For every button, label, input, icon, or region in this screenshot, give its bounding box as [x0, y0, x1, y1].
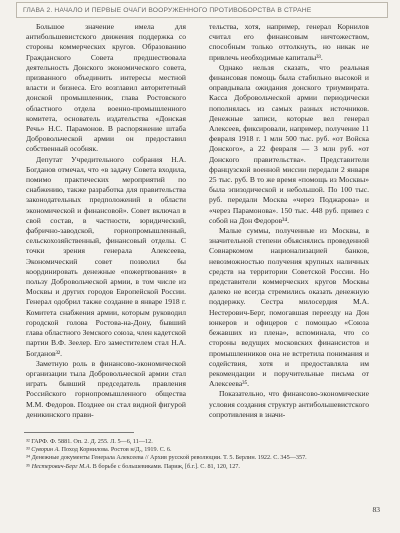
footnote-divider	[24, 432, 134, 433]
footnotes	[26, 438, 371, 471]
footnote-text: Денежные документы Генерала Алексеева // Архив русской революции. Т. 5. Берлин. 1922. С. 345—357.	[31, 454, 307, 462]
paragraph-continued: тельства, хотя, например, генерал Корнилов считал его финансовым ничтожеством, способным только оттолкнуть, но никак не привлечь необходимые капиталы³³.	[209, 22, 369, 62]
paragraph: Показательно, что финансово-экономические условия создания структур антибольшевистского сопротивления в значи-	[209, 389, 369, 419]
footnote	[26, 463, 371, 471]
footnote-author: Нестерович-Берг М.А.	[31, 462, 92, 470]
footnote	[26, 446, 371, 454]
footnote-text: ГАРФ. Ф. 5881. Оп. 2. Д. 255. Л. 5—6, 11—12.	[31, 438, 153, 445]
paragraph: Однако нельзя сказать, что реальная финансовая помощь была стабильно высокой и оправдывала ожидания донского триумвирата. Касса Добровольческой армии периодически пополнялась из самых разных источников. Денежные записи, которые вел генерал Алексеев, фиксировали, например, получение 11 февраля 1918 г. 1 млн 500 тыс. руб. «от Войска Донского», а 22 февраля — 3 млн руб. «от Донского правительства». Представители французской военной миссии передали 2 января 25 тыс. руб. В то же время «помощь из Москвы» была эпизодической и небольшой. По 100 тыс. руб. передали Москва «через Поджарова» и «через Парамонова». 150 тыс. 448 руб. привез с собой на Дон Федоров³⁴.	[209, 62, 369, 225]
running-header	[16, 2, 388, 18]
paragraph: Депутат Учредительного собрания Н.А. Богданов отмечал, что «в задачу Совета входила, помимо практических мероприятий по снабжению, также разработка для правительства законодательных предположений в области экономической и финансовой». Совет включал в свой состав, в частности, юридический, фабрично-заводской, горнопромышленный, сельскохозяйственный, финансовый отделы. С точки зрения генерала Алексеева, Экономический совет позволил бы координировать денежные «пожертвования» в пользу Добровольческой армии, в том числе из Москвы и других городов Европейской России. Генерал одобрил также создание в январе 1918 г. Комитета снабжения армии, которым руководил городской голова Ростова-на-Дону, бывший глава областного Земского союза, член кадетской партии В.Ф. Зеелер. Его заместителем стал Н.А. Богданов³².	[26, 154, 186, 358]
paragraph: Малые суммы, полученные из Москвы, в значительной степени объяснялись проведенной Совнаркомом национализацией банков, невозможностью получения крупных наличных средств на территории Советской России. Но представители коммерческих кругов Москвы далеко не всегда стремились оказать денежную поддержку. Сестра милосердия М.А. Нестерович-Берг, помогавшая переезду на Дон юнкеров и офицеров с помощью «Союза бежавших из плена», вспоминала, что со стороны ведущих московских финансистов и промышленников она не встретила понимания и содействия, хотя и предоставляла им рекомендации и поручительные письма от Алексеева³⁵.	[209, 226, 369, 389]
footnote-number: ³³	[26, 446, 30, 454]
footnote-number: ³⁴	[26, 454, 31, 462]
footnote-number: ³⁵	[26, 462, 31, 470]
text-column-left	[26, 22, 186, 419]
footnote-author: Суворин А.	[31, 446, 60, 454]
running-title: ГЛАВА 2. НАЧАЛО И ПЕРВЫЕ ОЧАГИ ВООРУЖЕННОГО ПРОТИВОБОРСТВА В СТРАНЕ	[23, 6, 312, 14]
paragraph: Большое значение имела для антибольшевистского движения поддержка со стороны коммерческих кругов. Образованию Гражданского Совета предшествовала деятельность Донского экономического совета, призванного объединить интересы местной власти и бизнеса. Его возглавил авторитетный донской промышленник, глава Ростовского областного отдела военно-промышленного комитета, основатель издательства «Донская Речь» Н.С. Парамонов. В распоряжение штаба Добровольческой армии он предоставил собственный особняк.	[26, 22, 186, 154]
text-column-right	[209, 22, 369, 419]
footnote	[26, 438, 371, 446]
footnote-text: Поход Корнилова. Ростов н/Д., 1919. С. 6.	[59, 446, 172, 454]
footnote	[26, 454, 371, 462]
footnote-number: ³²	[26, 438, 30, 445]
footnote-text: В борьбе с большевиками. Париж, [б.г.]. С. 81, 120, 127.	[91, 462, 240, 470]
paragraph: Заметную роль в финансово-экономической организации тыла Добровольческой армии стал играть бывший председатель правления Российского горнопромышленного общества М.М. Федоров. Позднее он стал видной фигурой деникинского прави-	[26, 358, 186, 419]
page-number: 83	[372, 505, 380, 514]
